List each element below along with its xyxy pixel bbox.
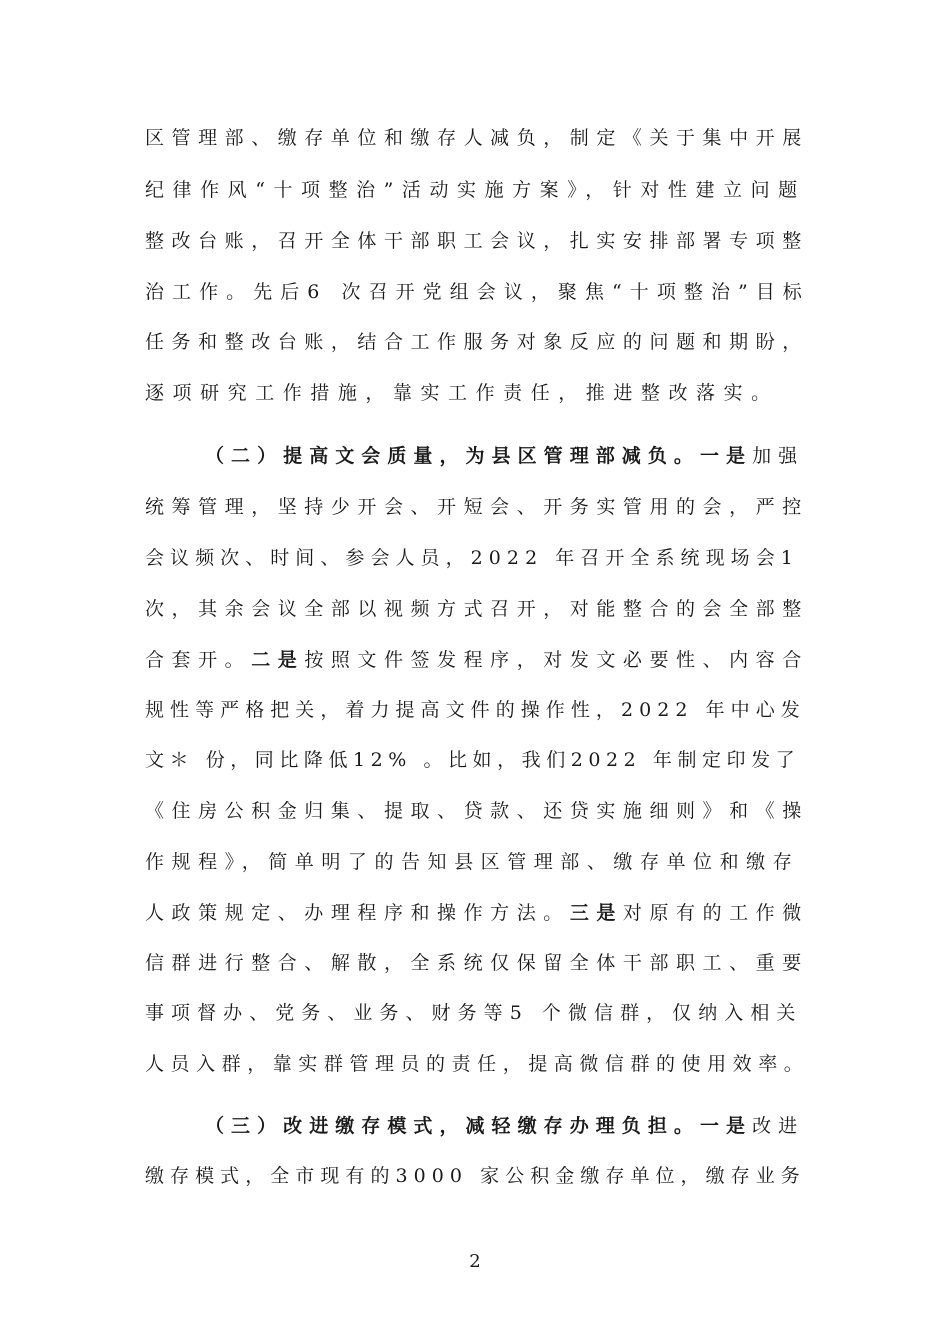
text-run: 《住房公积金归集、提取、贷款、还贷实施细则》和《操 [145, 800, 809, 822]
bold-marker: 二是 [251, 649, 305, 671]
body-text-line [145, 900, 810, 926]
section-heading-line [205, 1113, 810, 1139]
body-text-line [145, 125, 810, 151]
text-run: 信群进行整合、解散，全系统仅保留全体干部职工、重要 [145, 952, 809, 974]
body-text-line [145, 329, 810, 355]
body-text-line [145, 177, 810, 203]
text-run: 区管理部、缴存单位和缴存人减负，制定《关于集中开展 [145, 127, 809, 149]
section-heading-line [205, 443, 810, 469]
bold-heading: （三）改进缴存模式，减轻缴存办理负担。一是 [205, 1115, 753, 1137]
text-run: 统筹管理，坚持少开会、开短会、开务实管用的会，严控 [145, 496, 809, 518]
body-text-line [145, 279, 810, 305]
body-text-line [145, 647, 810, 673]
text-run: 人政策规定、办理程序和操作方法。 [145, 902, 570, 924]
body-text-line [145, 849, 810, 875]
body-text-line [145, 697, 810, 723]
text-run: 按照文件签发程序，对发文必要性、内容合 [304, 649, 809, 671]
body-text-line [145, 1051, 810, 1077]
text-run: 人员入群，靠实群管理员的责任，提高微信群的使用效率。 [145, 1053, 810, 1075]
text-run: 对原有的工作微 [622, 902, 809, 924]
text-run: 缴存模式，全市现有的3000 家公积金缴存单位，缴存业务 [145, 1165, 806, 1187]
bold-marker: 三是 [569, 902, 623, 924]
body-text-line [145, 596, 810, 622]
text-run: 任务和整改台账，结合工作服务对象反应的问题和期盼， [145, 331, 809, 353]
body-text-line [145, 494, 810, 520]
page-number: 2 [469, 1251, 481, 1272]
text-run: 合套开。 [145, 649, 252, 671]
text-run: 治工作。先后6 次召开党组会议，聚焦“十项整治”目标 [145, 281, 810, 303]
text-run: 纪律作风“十项整治”活动实施方案》，针对性建立问题 [145, 179, 806, 201]
text-run: 逐项研究工作措施，靠实工作责任，推进整改落实。 [145, 382, 779, 404]
body-text-line [145, 380, 810, 406]
body-text-line [145, 228, 810, 254]
text-run: 整改台账，召开全体干部职工会议，扎实安排部署专项整 [145, 230, 809, 252]
text-run: 改进 [752, 1115, 805, 1137]
body-text-line [145, 1163, 810, 1189]
body-text-line [145, 747, 810, 773]
text-run: 事项督办、党务、业务、财务等5 个微信群，仅纳入相关 [145, 1002, 803, 1024]
body-text-line [145, 1000, 810, 1026]
text-run: 次，其余会议全部以视频方式召开，对能整合的会全部整 [145, 598, 809, 620]
text-run: 规性等严格把关，着力提高文件的操作性，2022 年中心发 [145, 699, 806, 721]
body-text-line [145, 798, 810, 824]
bold-heading: （二）提高文会质量，为县区管理部减负。一是 [205, 445, 753, 467]
body-text-line [145, 545, 810, 571]
text-run: 文＊ 份，同比降低12% 。比如，我们2022 年制定印发了 [145, 749, 801, 771]
text-run: 加强 [752, 445, 805, 467]
text-run: 会议频次、时间、参会人员，2022 年召开全系统现场会1 [145, 547, 799, 569]
body-text-line [145, 950, 810, 976]
text-run: 作规程》，简单明了的告知县区管理部、缴存单位和缴存 [145, 851, 800, 873]
